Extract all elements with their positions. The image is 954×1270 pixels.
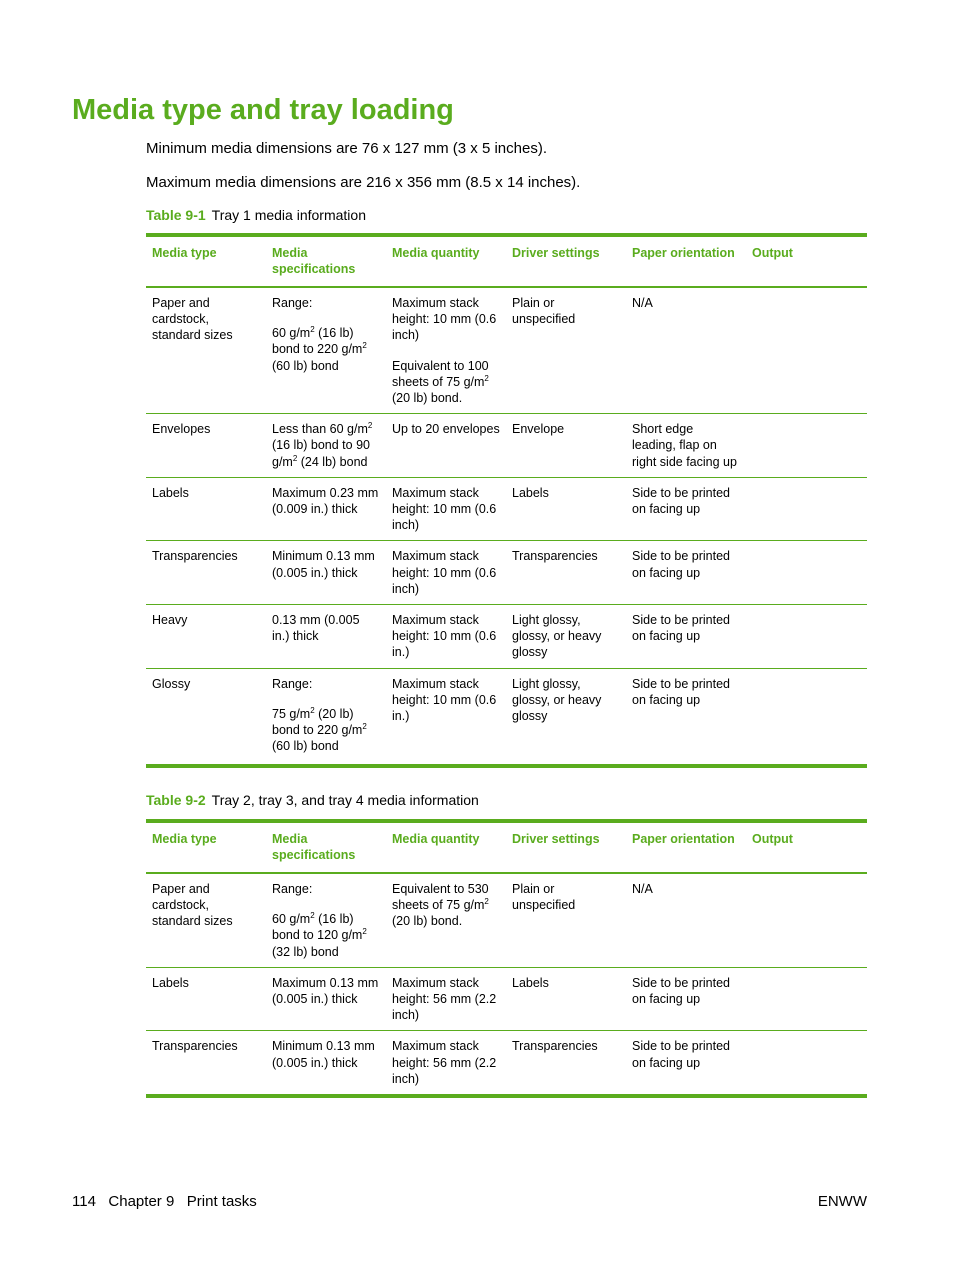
cell-media-type: Labels bbox=[146, 477, 266, 541]
table-row bbox=[146, 668, 867, 766]
cell-media-type: Glossy bbox=[152, 676, 191, 691]
table1-caption-text: Tray 1 media information bbox=[211, 207, 366, 223]
cell-driver-settings: Light glossy, glossy, or heavy glossy bbox=[512, 676, 602, 724]
cell-media-quantity: Up to 20 envelopes bbox=[386, 414, 506, 478]
col-header-media-specifications: Media specifications bbox=[266, 235, 386, 287]
cell-paper-orientation: N/A bbox=[626, 287, 746, 414]
cell-media-quantity: Maximum stack height: 10 mm (0.6 in.) bbox=[386, 605, 506, 669]
cell-media-type: Paper and cardstock, standard sizes bbox=[146, 873, 266, 967]
superscript: 2 bbox=[292, 453, 298, 463]
table-row bbox=[146, 873, 867, 967]
cell-paper-orientation: Side to be printed on facing up bbox=[626, 477, 746, 541]
spec-text: 60 g/m bbox=[272, 912, 311, 927]
cell-media-quantity: Maximum stack height: 56 mm (2.2 inch) bbox=[386, 967, 506, 1031]
col-header-paper-orientation: Paper orientation bbox=[626, 235, 746, 287]
superscript: 2 bbox=[310, 911, 315, 921]
superscript: 2 bbox=[362, 341, 367, 351]
cell-paper-orientation: Side to be printed on facing up bbox=[632, 1039, 730, 1070]
spec-text: (16 lb) bond to 220 g/m bbox=[272, 326, 363, 357]
min-dimensions-text: Minimum media dimensions are 76 x 127 mm (3 x 5 inches). bbox=[146, 140, 547, 157]
cell-output bbox=[746, 967, 867, 1031]
table2 bbox=[146, 819, 867, 1098]
table-row bbox=[146, 1031, 867, 1096]
cell-driver-settings: Envelope bbox=[506, 414, 626, 478]
cell-media-quantity: Maximum stack height: 10 mm (0.6 inch) bbox=[386, 541, 506, 605]
table2-caption-text: Tray 2, tray 3, and tray 4 media information bbox=[211, 792, 479, 808]
table-header-row bbox=[146, 235, 867, 287]
cell-output bbox=[746, 541, 867, 605]
table-row bbox=[146, 605, 867, 669]
cell-output bbox=[746, 414, 867, 478]
superscript: 2 bbox=[310, 705, 315, 715]
cell-media-spec: Minimum 0.13 mm (0.005 in.) thick bbox=[272, 1039, 375, 1070]
table1-caption bbox=[146, 206, 366, 224]
cell-media-spec bbox=[266, 414, 386, 478]
page-title: Media type and tray loading bbox=[72, 94, 454, 126]
qty-text: (20 lb) bond. bbox=[392, 391, 463, 406]
cell-output bbox=[746, 605, 867, 669]
col-header-driver-settings: Driver settings bbox=[506, 235, 626, 287]
cell-paper-orientation: N/A bbox=[626, 873, 746, 967]
cell-media-spec bbox=[266, 287, 386, 414]
spec-text: Less than 60 g/m bbox=[272, 422, 368, 437]
cell-media-spec bbox=[266, 873, 386, 967]
cell-media-spec: Maximum 0.13 mm (0.005 in.) thick bbox=[266, 967, 386, 1031]
cell-media-spec: 0.13 mm (0.005 in.) thick bbox=[266, 605, 386, 669]
superscript: 2 bbox=[362, 721, 367, 731]
cell-media-spec bbox=[266, 668, 386, 766]
cell-media-type: Paper and cardstock, standard sizes bbox=[146, 287, 266, 414]
cell-media-type: Heavy bbox=[146, 605, 266, 669]
qty-text: Equivalent to 530 sheets of 75 g/m bbox=[392, 882, 489, 913]
cell-driver-settings: Plain or unspecified bbox=[506, 873, 626, 967]
cell-output bbox=[746, 668, 867, 766]
col-header-media-type: Media type bbox=[146, 235, 266, 287]
footer-page-info: 114 Chapter 9 Print tasks bbox=[72, 1193, 257, 1210]
cell-media-type: Transparencies bbox=[146, 541, 266, 605]
cell-paper-orientation: Side to be printed on facing up bbox=[626, 605, 746, 669]
table1 bbox=[146, 233, 867, 768]
cell-output bbox=[746, 873, 867, 967]
qty-text: Maximum stack height: 10 mm (0.6 inch) bbox=[392, 296, 497, 343]
col-header-media-type: Media type bbox=[146, 821, 266, 873]
spec-text: (32 lb) bond bbox=[272, 944, 339, 959]
qty-text: Equivalent to 100 sheets of 75 g/m bbox=[392, 358, 489, 389]
cell-media-quantity: Maximum stack height: 56 mm (2.2 inch) bbox=[392, 1039, 497, 1086]
table1-number: Table 9-1 bbox=[146, 207, 206, 223]
col-header-paper-orientation: Paper orientation bbox=[626, 821, 746, 873]
cell-paper-orientation: Side to be printed on facing up bbox=[626, 541, 746, 605]
col-header-output: Output bbox=[746, 821, 867, 873]
table-row bbox=[146, 477, 867, 541]
spec-text: (16 lb) bond to 90 g/m bbox=[272, 438, 370, 469]
cell-media-type: Labels bbox=[146, 967, 266, 1031]
cell-media-spec: Maximum 0.23 mm (0.009 in.) thick bbox=[266, 477, 386, 541]
cell-media-type: Envelopes bbox=[146, 414, 266, 478]
cell-paper-orientation: Side to be printed on facing up bbox=[632, 676, 730, 707]
table-header-row bbox=[146, 821, 867, 873]
spec-text: 60 g/m bbox=[272, 326, 311, 341]
cell-media-quantity: Maximum stack height: 10 mm (0.6 in.) bbox=[392, 676, 497, 724]
cell-media-quantity bbox=[386, 873, 506, 967]
spec-text: 75 g/m bbox=[272, 706, 311, 721]
table2-caption bbox=[146, 791, 479, 809]
spec-lead: Range: bbox=[272, 676, 313, 691]
spec-text: (60 lb) bond bbox=[272, 358, 339, 373]
spec-lead: Range: bbox=[272, 882, 313, 896]
cell-driver-settings: Light glossy, glossy, or heavy glossy bbox=[506, 605, 626, 669]
qty-text: (20 lb) bond. bbox=[392, 914, 463, 929]
spec-text: (20 lb) bond to 220 g/m bbox=[272, 706, 363, 738]
cell-output bbox=[746, 1031, 867, 1096]
superscript: 2 bbox=[367, 421, 373, 431]
spec-text: (16 lb) bond to 120 g/m bbox=[272, 912, 363, 943]
cell-media-type: Transparencies bbox=[152, 1039, 238, 1054]
table-row bbox=[146, 967, 867, 1031]
col-header-media-quantity: Media quantity bbox=[386, 235, 506, 287]
spec-text: (24 lb) bond bbox=[297, 454, 368, 469]
spec-text: (60 lb) bond bbox=[272, 739, 339, 754]
cell-media-spec: Minimum 0.13 mm (0.005 in.) thick bbox=[266, 541, 386, 605]
table-row bbox=[146, 287, 867, 414]
cell-driver-settings: Transparencies bbox=[506, 541, 626, 605]
footer-doc-code: ENWW bbox=[817, 1193, 867, 1210]
cell-media-quantity: Maximum stack height: 10 mm (0.6 inch) bbox=[386, 477, 506, 541]
cell-output bbox=[746, 477, 867, 541]
spec-lead: Range: bbox=[272, 296, 313, 310]
superscript: 2 bbox=[310, 325, 315, 335]
cell-media-quantity bbox=[386, 287, 506, 414]
max-dimensions-text: Maximum media dimensions are 216 x 356 mm (8.5 x 14 inches). bbox=[146, 174, 581, 191]
superscript: 2 bbox=[362, 927, 367, 937]
table-row bbox=[146, 414, 867, 478]
col-header-media-specifications: Media specifications bbox=[266, 821, 386, 873]
cell-driver-settings: Labels bbox=[506, 477, 626, 541]
col-header-driver-settings: Driver settings bbox=[506, 821, 626, 873]
cell-output bbox=[746, 287, 867, 414]
col-header-media-quantity: Media quantity bbox=[386, 821, 506, 873]
cell-driver-settings: Labels bbox=[506, 967, 626, 1031]
cell-driver-settings: Transparencies bbox=[512, 1039, 598, 1054]
col-header-output: Output bbox=[746, 235, 867, 287]
cell-paper-orientation: Side to be printed on facing up bbox=[626, 967, 746, 1031]
superscript: 2 bbox=[484, 373, 489, 383]
superscript: 2 bbox=[484, 897, 489, 907]
table2-number: Table 9-2 bbox=[146, 792, 206, 808]
cell-driver-settings: Plain or unspecified bbox=[506, 287, 626, 414]
cell-paper-orientation: Short edge leading, flap on right side facing up bbox=[626, 414, 746, 478]
table-row bbox=[146, 541, 867, 605]
